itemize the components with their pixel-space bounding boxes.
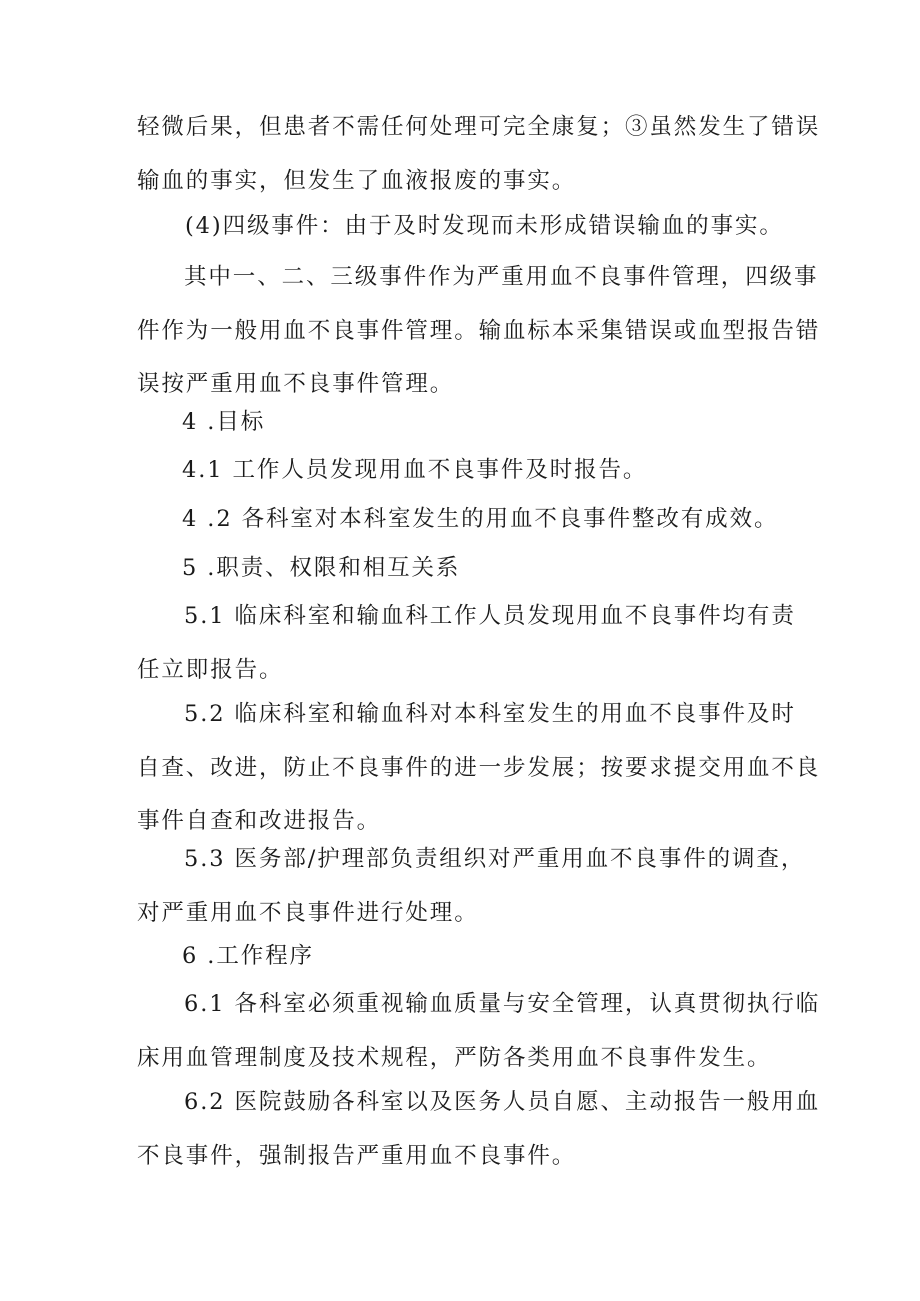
paragraph-severity-summary: [137, 251, 821, 412]
item-6-1: [137, 978, 821, 1085]
heading-text: 5 .职责、权限和相互关系: [182, 555, 461, 581]
paragraph-grade4-event: [185, 200, 845, 254]
text-line: 事件自查和改进报告。: [137, 808, 382, 834]
text-line: 对严重用血不良事件进行处理。: [137, 899, 479, 926]
text-line: 4.1 工作人员发现用血不良事件及时报告。: [182, 457, 648, 483]
paragraph-grade3-continuation: [137, 101, 821, 208]
item-5-2: [137, 688, 821, 849]
item-6-2: [137, 1076, 821, 1183]
item-5-1: [137, 590, 797, 697]
item-4-2: [182, 493, 842, 547]
section-heading-5: [182, 542, 842, 596]
item-5-3: [137, 833, 806, 940]
section-heading-4: [182, 396, 842, 450]
text-line: 5.3 医务部/护理部负责组织对严重用血不良事件的调查，: [184, 846, 806, 872]
text-line: 5.2 临床科室和输血科对本科室发生的用血不良事件及时: [184, 701, 796, 727]
text-line: 自查、改进，防止不良事件的进一步发展；按要求提交用血不良: [137, 754, 821, 781]
text-line: 其中一、二、三级事件作为严重用血不良事件管理，四级事: [184, 264, 819, 290]
text-line: 任立即报告。: [137, 656, 284, 683]
item-4-1: [182, 444, 842, 498]
text-line: 5.1 临床科室和输血科工作人员发现用血不良事件均有责: [184, 603, 796, 629]
text-line: 输血的事实，但发生了血液报废的事实。: [137, 167, 577, 194]
text-line: (4)四级事件：由于及时发现而未形成错误输血的事实。: [185, 213, 784, 239]
section-heading-6: [182, 930, 842, 984]
text-line: 床用血管理制度及技术规程，严防各类用血不良事件发生。: [137, 1044, 772, 1071]
text-line: 误按严重用血不良事件管理。: [137, 371, 455, 397]
text-line: 件作为一般用血不良事件管理。输血标本采集错误或血型报告错: [137, 317, 821, 344]
heading-text: 6 .工作程序: [182, 943, 314, 969]
text-line: 4 .2 各科室对本科室发生的用血不良事件整改有成效。: [182, 506, 779, 532]
text-line: 6.2 医院鼓励各科室以及医务人员自愿、主动报告一般用血: [184, 1089, 821, 1115]
text-line: 6.1 各科室必须重视输血质量与安全管理，认真贯彻执行临: [184, 991, 821, 1017]
heading-text: 4 .目标: [182, 409, 266, 435]
text-line: 轻微后果，但患者不需任何处理可完全康复；③虽然发生了错误: [137, 114, 821, 140]
text-line: 不良事件，强制报告严重用血不良事件。: [137, 1142, 577, 1169]
